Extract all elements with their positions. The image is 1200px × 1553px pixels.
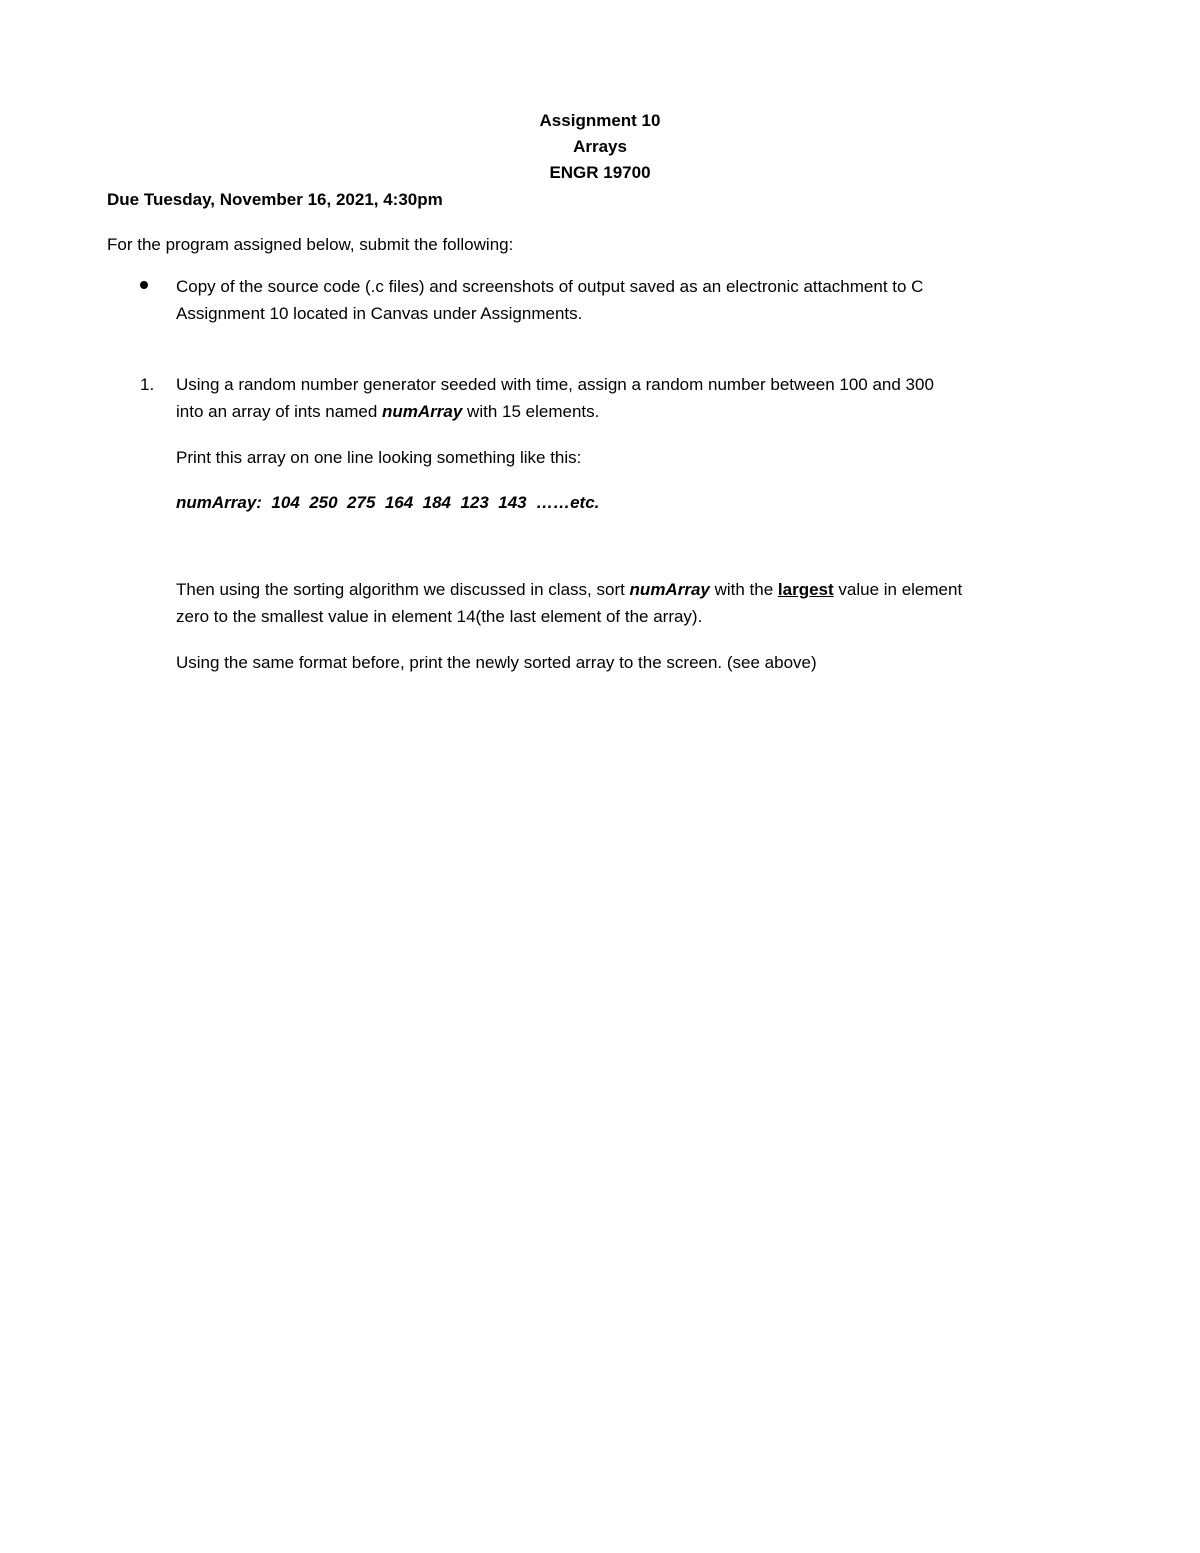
text-run: value in element bbox=[833, 580, 963, 599]
course-code: ENGR 19700 bbox=[549, 163, 651, 182]
variable-name: numArray bbox=[629, 580, 710, 599]
item1-p1-line2 bbox=[176, 400, 599, 424]
item1-p3-line2: zero to the smallest value in element 14(the last element of the array). bbox=[176, 607, 703, 626]
text-run: Then using the sorting algorithm we discussed in class, sort bbox=[176, 580, 630, 599]
item1-p4: Using the same format before, print the newly sorted array to the screen. (see above) bbox=[176, 653, 817, 672]
bullet-line-1: Copy of the source code (.c files) and screenshots of output saved as an electronic attachment to C bbox=[176, 277, 924, 296]
assignment-title: Assignment 10 bbox=[539, 111, 661, 130]
item1-p3-line1 bbox=[176, 578, 962, 602]
intro-text: For the program assigned below, submit the following: bbox=[107, 235, 514, 254]
emphasis-word: largest bbox=[777, 580, 834, 599]
due-date: Due Tuesday, November 16, 2021, 4:30pm bbox=[107, 190, 443, 209]
item1-p2: Print this array on one line looking something like this: bbox=[176, 448, 582, 467]
item-number: 1. bbox=[140, 375, 155, 394]
bullet-line-2: Assignment 10 located in Canvas under Assignments. bbox=[176, 304, 583, 323]
item1-p1-line1: Using a random number generator seeded with time, assign a random number between 100 and 300 bbox=[176, 375, 934, 394]
text-run: with 15 elements. bbox=[462, 402, 600, 421]
text-run: into an array of ints named bbox=[176, 402, 383, 421]
example-output: numArray: 104 250 275 164 184 123 143 ……etc. bbox=[176, 493, 600, 512]
bullet-dot-icon bbox=[140, 281, 148, 289]
variable-name: numArray bbox=[382, 402, 463, 421]
assignment-subtitle: Arrays bbox=[573, 137, 627, 156]
text-run: with the bbox=[709, 580, 778, 599]
